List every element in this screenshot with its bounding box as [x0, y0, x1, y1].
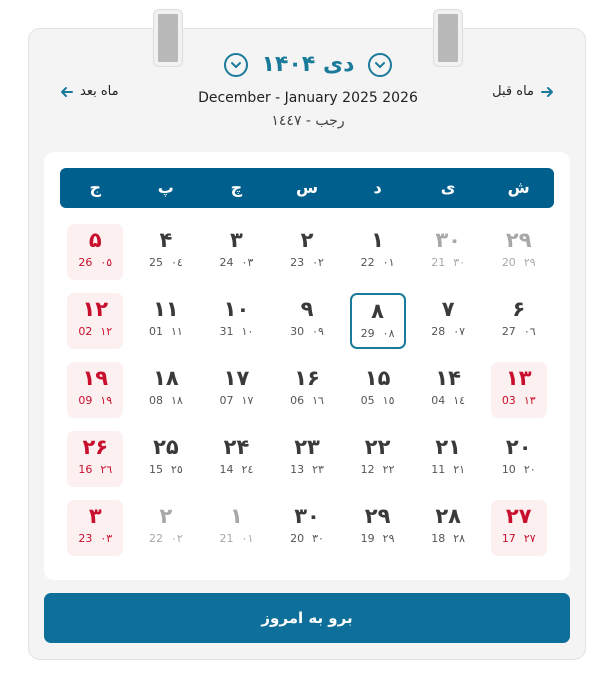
- hijri-day: ٢٧: [523, 532, 536, 545]
- secondary-dates: [220, 532, 254, 546]
- gregorian-day: 01: [148, 325, 163, 338]
- secondary-dates: [502, 532, 536, 546]
- weekday-header: [60, 168, 554, 208]
- day-cell[interactable]: [60, 289, 131, 358]
- hijri-day: ٠٦: [523, 325, 536, 338]
- day-cell-box: [491, 500, 547, 556]
- persian-day-number: ۳: [88, 504, 102, 528]
- secondary-dates: [361, 327, 395, 341]
- gregorian-day: 22: [148, 532, 163, 545]
- hijri-day: ٠١: [241, 532, 254, 545]
- hijri-day: ٢١: [453, 463, 466, 476]
- secondary-dates: [220, 394, 254, 408]
- day-cell[interactable]: [272, 220, 343, 289]
- weekday-friday: ج: [89, 178, 101, 197]
- persian-day-number: ۲۳: [294, 435, 320, 459]
- persian-day-number: ۲۶: [82, 435, 109, 459]
- secondary-dates: [431, 394, 465, 408]
- day-cell-box: [138, 500, 194, 556]
- gregorian-day: 14: [219, 463, 234, 476]
- gregorian-day: 30: [290, 325, 305, 338]
- day-cell-box: [208, 293, 264, 349]
- day-cell[interactable]: [201, 220, 272, 289]
- day-cell[interactable]: [201, 496, 272, 565]
- hijri-day: ١١: [170, 325, 183, 338]
- hijri-day: ١٨: [170, 394, 183, 407]
- day-cell[interactable]: [483, 220, 554, 289]
- gregorian-day: 27: [501, 325, 516, 338]
- persian-day-number: ۳۰: [294, 504, 320, 528]
- day-cell-box: [67, 500, 123, 556]
- arrow-right-icon: [540, 85, 554, 99]
- persian-day-number: ۲۵: [153, 435, 179, 459]
- persian-day-number: ۱: [371, 228, 384, 252]
- secondary-dates: [290, 532, 324, 546]
- secondary-dates: [431, 463, 465, 477]
- day-cell-box: [420, 431, 476, 487]
- hijri-day: ٠٩: [312, 325, 324, 338]
- gregorian-range: December - January 2025 2026: [198, 90, 418, 106]
- day-cell-box: [420, 293, 476, 349]
- gregorian-day: 08: [148, 394, 163, 407]
- day-cell[interactable]: [413, 220, 484, 289]
- hijri-day: ٣٠: [453, 256, 466, 269]
- day-cell-box: [67, 293, 123, 349]
- day-cell-box: [208, 500, 264, 556]
- today-highlight: [350, 293, 406, 349]
- hijri-day: ٠١: [382, 256, 395, 269]
- secondary-dates: [78, 256, 112, 270]
- persian-day-number: ۲۹: [505, 228, 532, 252]
- secondary-dates: [290, 394, 324, 408]
- day-cell[interactable]: [342, 220, 413, 289]
- persian-day-number: ۲۲: [364, 435, 391, 459]
- day-cell-box: [491, 362, 547, 418]
- persian-day-number: ۱۱: [153, 297, 179, 321]
- day-cell[interactable]: [342, 289, 413, 358]
- gregorian-day: 10: [501, 463, 516, 476]
- hijri-day: ٠٧: [453, 325, 466, 338]
- hijri-day: ٢٦: [100, 463, 113, 476]
- persian-day-number: ۱۳: [505, 366, 532, 390]
- hijri-day: ١٣: [523, 394, 536, 407]
- persian-day-number: ۲۰: [505, 435, 532, 459]
- gregorian-day: 15: [148, 463, 163, 476]
- secondary-dates: [149, 256, 183, 270]
- year-dropdown-button[interactable]: [224, 53, 248, 77]
- day-cell-box: [138, 224, 194, 280]
- secondary-dates: [361, 256, 395, 270]
- day-cell[interactable]: [131, 496, 202, 565]
- hijri-day: ٢٨: [453, 532, 466, 545]
- hijri-day: ٠٢: [312, 256, 324, 269]
- day-cell[interactable]: [413, 289, 484, 358]
- gregorian-day: 21: [431, 256, 446, 269]
- calendar-panel: [44, 152, 570, 580]
- gregorian-day: 25: [148, 256, 163, 269]
- day-cell-box: [350, 431, 406, 487]
- day-cell-box: [67, 362, 123, 418]
- day-cell[interactable]: [413, 358, 484, 427]
- day-cell-box: [279, 362, 335, 418]
- weekday-sunday: ی: [440, 178, 456, 197]
- persian-day-number: ۲: [159, 504, 173, 528]
- persian-day-number: ۲۱: [435, 435, 461, 459]
- chevron-down-icon: [374, 59, 386, 71]
- gregorian-day: 07: [219, 394, 234, 407]
- secondary-dates: [361, 532, 395, 546]
- day-cell[interactable]: [413, 427, 484, 496]
- persian-day-number: ۱۴: [435, 366, 461, 390]
- gregorian-day: 23: [290, 256, 305, 269]
- day-cell[interactable]: [131, 427, 202, 496]
- persian-day-number: ۲۹: [364, 504, 391, 528]
- hijri-day: ٢٣: [312, 463, 324, 476]
- day-cell-box: [208, 224, 264, 280]
- persian-day-number: ۲: [300, 228, 314, 252]
- secondary-dates: [502, 463, 536, 477]
- day-grid: [60, 220, 554, 565]
- arrow-left-icon: [60, 85, 74, 99]
- persian-day-number: ۲۴: [223, 435, 250, 459]
- day-cell[interactable]: [60, 220, 131, 289]
- gregorian-day: 18: [431, 532, 446, 545]
- secondary-dates: [220, 463, 254, 477]
- day-cell[interactable]: [483, 496, 554, 565]
- gregorian-day: 29: [360, 327, 375, 340]
- day-cell-box: [491, 431, 547, 487]
- secondary-dates: [78, 463, 112, 477]
- secondary-dates: [361, 463, 395, 477]
- day-cell[interactable]: [60, 496, 131, 565]
- prev-month-label: ماه قبل: [492, 84, 534, 99]
- gregorian-day: 20: [290, 532, 305, 545]
- persian-day-number: ۱۸: [153, 366, 179, 390]
- gregorian-day: 12: [360, 463, 375, 476]
- secondary-dates: [290, 256, 324, 270]
- gregorian-day: 02: [78, 325, 93, 338]
- day-cell-box: [67, 224, 123, 280]
- next-month-button[interactable]: [60, 84, 119, 99]
- day-cell-box: [279, 500, 335, 556]
- day-cell[interactable]: [201, 427, 272, 496]
- day-cell-box: [138, 293, 194, 349]
- gregorian-day: 03: [501, 394, 516, 407]
- secondary-dates: [78, 532, 112, 546]
- persian-day-number: ۶: [512, 297, 526, 321]
- secondary-dates: [149, 463, 183, 477]
- day-cell-box: [208, 362, 264, 418]
- day-cell[interactable]: [342, 427, 413, 496]
- day-cell[interactable]: [483, 289, 554, 358]
- secondary-dates: [78, 325, 112, 339]
- hijri-day: ٠٤: [170, 256, 183, 269]
- hijri-day: ٢٩: [382, 532, 395, 545]
- day-cell[interactable]: [131, 220, 202, 289]
- month-title-row: [0, 52, 616, 77]
- go-to-today-button[interactable]: برو به امروز: [44, 593, 570, 643]
- persian-day-number: ۱۷: [223, 366, 250, 390]
- day-cell-box: [491, 293, 547, 349]
- hijri-day: ٢٠: [523, 463, 536, 476]
- gregorian-day: 22: [360, 256, 375, 269]
- secondary-dates: [431, 325, 465, 339]
- chevron-down-icon: [230, 59, 242, 71]
- persian-day-number: ۷: [441, 297, 455, 321]
- persian-day-number: ۵: [88, 228, 102, 252]
- day-cell[interactable]: [60, 427, 131, 496]
- persian-day-number: ۸: [371, 299, 384, 323]
- persian-day-number: ۲۸: [435, 504, 461, 528]
- day-cell-box: [279, 293, 335, 349]
- hijri-day: ١٩: [100, 394, 113, 407]
- hijri-day: ٠٥: [100, 256, 113, 269]
- secondary-dates: [361, 394, 395, 408]
- persian-day-number: ۱۰: [223, 297, 250, 321]
- hijri-day: ٢٥: [170, 463, 183, 476]
- weekday-saturday: ش: [507, 178, 530, 197]
- gregorian-day: 26: [78, 256, 93, 269]
- day-cell-box: [350, 500, 406, 556]
- secondary-dates: [431, 256, 465, 270]
- weekday-monday: د: [373, 178, 382, 197]
- hijri-day: ٢٢: [382, 463, 395, 476]
- day-cell[interactable]: [483, 427, 554, 496]
- day-cell[interactable]: [201, 289, 272, 358]
- day-cell[interactable]: [131, 358, 202, 427]
- persian-day-number: ۱۲: [82, 297, 109, 321]
- secondary-dates: [220, 325, 254, 339]
- day-cell[interactable]: [131, 289, 202, 358]
- persian-day-number: ۱۵: [364, 366, 391, 390]
- secondary-dates: [290, 463, 324, 477]
- day-cell-box: [138, 362, 194, 418]
- hijri-day: ٢٤: [241, 463, 254, 476]
- secondary-dates: [502, 256, 536, 270]
- day-cell[interactable]: [201, 358, 272, 427]
- day-cell[interactable]: [272, 427, 343, 496]
- secondary-dates: [78, 394, 112, 408]
- gregorian-day: 04: [431, 394, 446, 407]
- gregorian-day: 21: [219, 532, 234, 545]
- hijri-range: رجب - ١٤٤٧: [271, 113, 345, 129]
- gregorian-day: 20: [501, 256, 516, 269]
- hijri-day: ٢٩: [523, 256, 536, 269]
- gregorian-day: 24: [219, 256, 234, 269]
- gregorian-day: 17: [501, 532, 516, 545]
- hijri-day: ١٧: [241, 394, 254, 407]
- prev-month-button[interactable]: [492, 84, 554, 99]
- hijri-day: ٠٢: [170, 532, 183, 545]
- secondary-dates: [431, 532, 465, 546]
- persian-day-number: ۱۹: [82, 366, 109, 390]
- day-cell[interactable]: [272, 358, 343, 427]
- gregorian-day: 28: [431, 325, 446, 338]
- day-cell[interactable]: [342, 358, 413, 427]
- day-cell-box: [350, 224, 406, 280]
- secondary-dates: [149, 532, 183, 546]
- secondary-dates: [502, 394, 536, 408]
- day-cell-box: [67, 431, 123, 487]
- hijri-day: ٠٣: [241, 256, 254, 269]
- persian-day-number: ۲۷: [505, 504, 532, 528]
- day-cell-box: [208, 431, 264, 487]
- next-month-label: ماه بعد: [80, 84, 119, 99]
- weekday-tuesday: س: [295, 178, 319, 197]
- gregorian-day: 19: [360, 532, 375, 545]
- gregorian-day: 09: [78, 394, 93, 407]
- gregorian-day: 05: [360, 394, 375, 407]
- persian-day-number: ۱: [230, 504, 243, 528]
- day-cell[interactable]: [413, 496, 484, 565]
- hijri-day: ٣٠: [312, 532, 324, 545]
- day-cell[interactable]: [342, 496, 413, 565]
- hijri-day: ٠٣: [100, 532, 113, 545]
- month-dropdown-button[interactable]: [368, 53, 392, 77]
- day-cell[interactable]: [272, 289, 343, 358]
- day-cell-box: [420, 500, 476, 556]
- day-cell-box: [420, 362, 476, 418]
- secondary-dates: [220, 256, 254, 270]
- hijri-day: ١٢: [100, 325, 113, 338]
- hijri-day: ٠٨: [382, 327, 395, 340]
- persian-day-number: ۹: [300, 297, 314, 321]
- weekday-wednesday: چ: [230, 178, 243, 197]
- persian-day-number: ۳۰: [435, 228, 461, 252]
- secondary-dates: [149, 325, 183, 339]
- persian-day-number: ۴: [159, 228, 173, 252]
- day-cell[interactable]: [483, 358, 554, 427]
- day-cell[interactable]: [60, 358, 131, 427]
- secondary-dates: [290, 325, 324, 339]
- gregorian-day: 06: [290, 394, 305, 407]
- gregorian-day: 31: [219, 325, 234, 338]
- day-cell[interactable]: [272, 496, 343, 565]
- day-cell-box: [279, 431, 335, 487]
- day-cell-box: [491, 224, 547, 280]
- day-cell-box: [420, 224, 476, 280]
- weekday-thursday: پ: [157, 178, 174, 197]
- day-cell-box: [138, 431, 194, 487]
- persian-day-number: ۳: [230, 228, 243, 252]
- persian-day-number: ۱۶: [294, 366, 320, 390]
- secondary-dates: [502, 325, 536, 339]
- month-title: دی ۱۴۰۴: [261, 52, 355, 77]
- gregorian-day: 11: [431, 463, 446, 476]
- hijri-day: ١٥: [382, 394, 395, 407]
- hijri-day: ١٤: [453, 394, 466, 407]
- day-cell-box: [350, 362, 406, 418]
- day-cell-box: [279, 224, 335, 280]
- secondary-dates: [149, 394, 183, 408]
- gregorian-day: 16: [78, 463, 93, 476]
- hijri-day: ١٦: [312, 394, 324, 407]
- hijri-day: ١٠: [241, 325, 254, 338]
- gregorian-day: 23: [78, 532, 93, 545]
- gregorian-day: 13: [290, 463, 305, 476]
